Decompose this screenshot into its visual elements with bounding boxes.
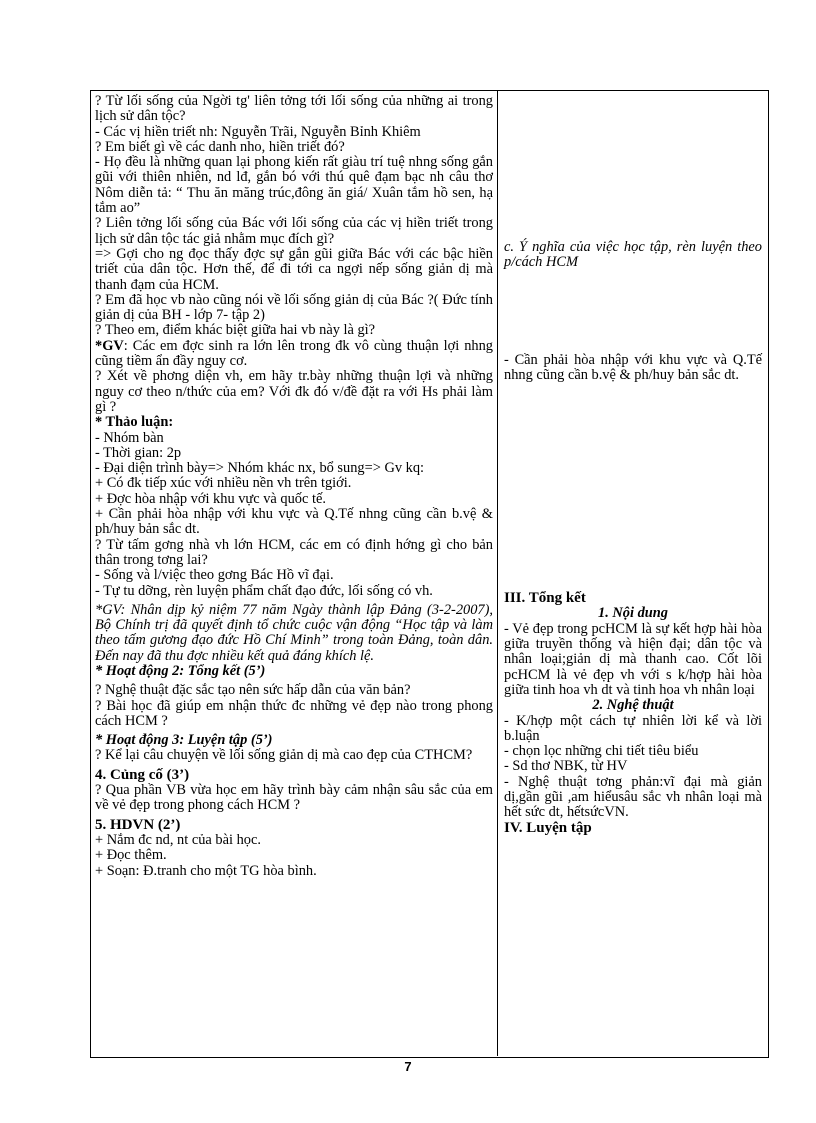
- page-number: 7: [404, 1059, 412, 1074]
- discussion-heading: * Thảo luận:: [95, 414, 174, 431]
- right-column: [504, 94, 762, 836]
- teacher-label: *GV: [95, 337, 124, 354]
- art-point-4: - Nghệ thuật tơng phản:vĩ đại mà giản dị,gần gũi ,am hiểusâu sắc vh nhân loại mà hết sức dt, hếtsứcVN.: [504, 773, 762, 821]
- content-text: - Vẻ đẹp trong pcHCM là sự kết hợp hài hòa giữa truyền thống và hiện đại; dân tộc và nhân loại;giản dị mà thanh cao. Cốt lõi pcHCM là vẻ đẹp vh với s k/hợp hài hòa giữa tinh hoa vh dt và tinh hoa vh nhân loại: [504, 620, 762, 698]
- answer-2: - Họ đều là những quan lại phong kiến rất giàu trí tuệ nhng sống gắn gũi với thiên nhiên, nd lđ, gắn bó với thú quê đạm bạc nh câu thơ Nôm diễn tả: “ Thu ăn măng trúc,đông ăn giá/ Xuân tắm hồ sen, hạ tắm ao”: [95, 154, 493, 217]
- consolidation-q: ? Qua phần VB vừa học em hãy trình bày cảm nhận sâu sắc của em về vẻ đẹp trong phong cách HCM ?: [95, 782, 493, 814]
- homework-1: + Nắm đc nd, nt của bài học.: [95, 831, 261, 848]
- teacher-note-1: [95, 339, 493, 370]
- question-6: ? Xét về phơng diện vh, em hãy tr.bày những thuận lợi và những nguy cơ theo n/thức của em? Với đk đó v/đề đặt ra với Hs phải làm gì ?: [95, 368, 493, 415]
- teacher-note-text: : Các em đợc sinh ra lớn lên trong đk vô cùng thuận lợi nhng cũng tiềm ẩn đầy nguy cơ.: [95, 337, 493, 370]
- answer-7b: - Tự tu dỡng, rèn luyện phẩm chất đạo đức, lối sống có vh.: [95, 582, 433, 599]
- left-column: [95, 94, 493, 879]
- activity-2-q1: ? Nghệ thuật đặc sắc tạo nên sức hấp dẫn của văn bản?: [95, 682, 411, 699]
- discussion-time: - Thời gian: 2p: [95, 444, 182, 461]
- result-1: + Có đk tiếp xúc với nhiều nền vh trên tgiới.: [95, 475, 352, 492]
- answer-3: => Gợi cho ng đọc thấy đợc sự gắn gũi giữa Bác với các bậc hiền triết của dân tộc. Hơn thế, để đi tới ca ngợi nếp sống giản dị mà thanh đạm của HCM.: [95, 245, 493, 293]
- homework-2: + Đọc thêm.: [95, 847, 167, 864]
- activity-3-heading: * Hoạt động 3: Luyện tập (5’): [95, 732, 273, 749]
- art-point-2: - chọn lọc những chi tiết tiêu biểu: [504, 743, 699, 760]
- activity-3-q1: ? Kể lại câu chuyện về lối sống giản dị mà cao đẹp của CTHCM?: [95, 747, 473, 764]
- homework-3: + Soạn: Đ.tranh cho một TG hòa bình.: [95, 862, 317, 879]
- consolidation-heading: 4. Củng cố (3’): [95, 766, 190, 783]
- activity-2-q2: ? Bài học đã giúp em nhận thức đc những vẻ đẹp nào trong phong cách HCM ?: [95, 697, 493, 729]
- discussion-group: - Nhóm bàn: [95, 429, 164, 446]
- result-3: + Cần phải hòa nhập với khu vực và Q.Tế nhng cũng cần b.vệ & ph/huy bản sắc dt.: [95, 506, 493, 538]
- question-7: ? Từ tấm gơng nhà vh lớn HCM, các em có định hớng gì cho bản thân trong tơng lai?: [95, 536, 493, 568]
- art-heading: 2. Nghệ thuật: [592, 697, 674, 714]
- result-2: + Đợc hòa nhập với khu vực và quốc tế.: [95, 490, 326, 507]
- column-divider: [497, 90, 498, 1056]
- art-point-3: - Sd thơ NBK, từ HV: [504, 758, 628, 775]
- teacher-note-2: *GV: Nhân dịp kỷ niệm 77 năm Ngày thành lập Đảng (3-2-2007), Bộ Chính trị đã quyết định tổ chức cuộc vận động “Học tập và làm theo tấm gương đạo đức Hồ Chí Minh” trong toàn Đảng, toàn dân. Đến nay đã thu đợc nhiều kết quả đáng khích lệ.: [95, 601, 493, 664]
- answer-7a: - Sống và l/việc theo gơng Bác Hồ vĩ đại.: [95, 567, 334, 584]
- art-point-1: - K/hợp một cách tự nhiên lời kể và lời b.luận: [504, 712, 762, 744]
- section-c-text: - Cần phải hòa nhập với khu vực và Q.Tế nhng cũng cần b.vệ & ph/huy bản sắc dt.: [504, 351, 762, 383]
- discussion-present: - Đại diện trình bày=> Nhóm khác nx, bổ sung=> Gv kq:: [95, 460, 425, 477]
- question-3: ? Liên tởng lối sống của Bác với lối sống của các vị hiền triết trong lịch sử dân tộc tác giả nhằm mục đích gì?: [95, 215, 493, 247]
- activity-2-heading: * Hoạt động 2: Tổng kết (5’): [95, 662, 266, 679]
- section-c-heading: c. Ý nghĩa của việc học tập, rèn luyện theo p/cách HCM: [504, 239, 762, 271]
- answer-1: - Các vị hiền triết nh: Nguyễn Trãi, Nguyễn Bỉnh Khiêm: [95, 123, 421, 140]
- question-1: ? Từ lối sống của Ngời tg' liên tởng tới lối sống của những ai trong lịch sử dân tộc?: [95, 93, 493, 125]
- question-5: ? Theo em, điểm khác biệt giữa hai vb này là gì?: [95, 322, 376, 339]
- question-4: ? Em đã học vb nào cũng nói về lối sống giản dị của Bác ?( Đức tính giản dị của BH - lớp 7- tập 2): [95, 291, 493, 324]
- practice-heading: IV. Luyện tập: [504, 819, 592, 836]
- question-2: ? Em biết gì về các danh nho, hiền triết đó?: [95, 138, 345, 155]
- homework-heading: 5. HDVN (2’): [95, 816, 181, 833]
- content-heading: 1. Nội dung: [598, 605, 668, 622]
- summary-heading: III. Tổng kết: [504, 590, 586, 607]
